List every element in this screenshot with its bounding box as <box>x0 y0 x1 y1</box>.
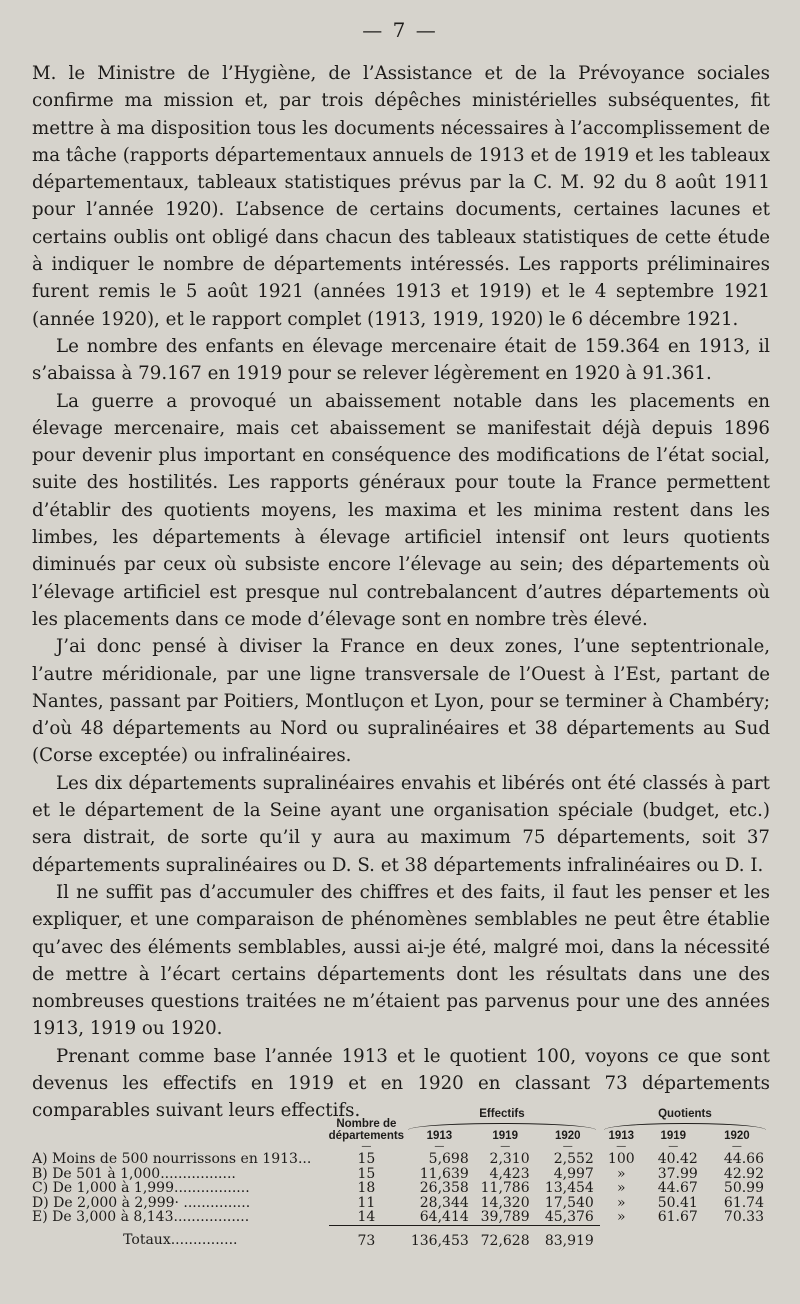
header-year: 1913 <box>608 1130 635 1142</box>
paragraph: Les dix départements supralinéaires envahis et libérés ont été classés à part et le département de la Seine ayant une organisation spéciale (budget, etc.) sera distrait, de sorte qu’il y aura au maximum 75 départements, soit 37 départements supralinéaires ou D. S. et 38 départements infralinéaires ou D. I. <box>32 772 770 876</box>
header-year: 1913 <box>426 1130 453 1142</box>
body-text <box>32 60 770 1125</box>
dash: — <box>616 1141 627 1152</box>
row-quotient: 37.99 <box>657 1165 698 1182</box>
row-quotient: 40.42 <box>657 1151 698 1167</box>
row-label: D) De 2,000 à 2,999· ............... <box>32 1194 251 1211</box>
paragraph: M. le Ministre de l’Hygiène, de l’Assistance et de la Prévoyance sociales confirme ma mission et, par trois dépêches ministérielles subséquentes, fit mettre à ma disposition tous les documents nécessaires à l’accomplissement de ma tâche (rapports départementaux annuels de 1913 et de 1919 et les tableaux départementaux, tableaux statistiques prévus par la C. M. 92 du 8 août 1911 pour l’année 1920). L’absence de certains documents, certaines lacunes et certains oublis ont obligé dans chacun des tableaux statistiques de cette étude à indiquer le nombre de départements intéressés. Les rapports préliminaires furent remis le 5 août 1921 (années 1913 et 1919) et le 4 septembre 1921 (année 1920), et le rapport complet (1913, 1919, 1920) le 6 décembre 1921. <box>32 63 770 330</box>
totals-departements: 73 <box>329 1225 404 1248</box>
row-departements: 18 <box>357 1180 376 1196</box>
effectifs-brace-cell <box>404 1122 600 1130</box>
quotients-brace-cell <box>600 1122 770 1130</box>
page-number: — 7 — <box>362 18 438 42</box>
header-effectifs: Effectifs <box>479 1108 525 1120</box>
row-effectif: 2,310 <box>489 1151 530 1167</box>
totals-effectif: 136,453 <box>404 1225 475 1248</box>
row-effectif: 39,789 <box>480 1209 530 1225</box>
table-row <box>32 1152 770 1167</box>
row-effectif: 2,552 <box>553 1151 594 1167</box>
dash: — <box>500 1141 511 1152</box>
row-quotient: 44.67 <box>657 1180 698 1196</box>
row-quotient: » <box>616 1165 626 1182</box>
header-departements: Nombre de départements <box>328 1118 405 1142</box>
statistics-table-area <box>32 1108 770 1248</box>
row-effectif: 26,358 <box>419 1180 469 1196</box>
totals-spacer <box>704 1225 770 1248</box>
header-quotients: Quotients <box>658 1108 712 1120</box>
row-quotient: 70.33 <box>723 1209 764 1226</box>
row-departements: 11 <box>357 1194 376 1211</box>
row-effectif: 13,454 <box>544 1180 594 1196</box>
table-row <box>32 1210 770 1225</box>
paragraph: Le nombre des enfants en élevage mercenaire était de 159.364 en 1913, il s’abaissa à 79.167 en 1919 pour se relever légèrement en 1920 à 91.361. <box>32 335 770 385</box>
row-quotient: 61.67 <box>657 1209 698 1226</box>
row-effectif: 4,423 <box>489 1165 530 1182</box>
row-departements: 15 <box>357 1165 376 1182</box>
row-label: E) De 3,000 à 8,143................. <box>32 1209 250 1226</box>
dash: — <box>361 1141 372 1152</box>
row-effectif: 64,414 <box>419 1209 469 1225</box>
row-effectif: 17,540 <box>544 1194 594 1211</box>
row-effectif: 4,997 <box>553 1165 594 1182</box>
header-year: 1920 <box>554 1130 581 1142</box>
row-departements: 14 <box>357 1209 376 1225</box>
paragraph: Prenant comme base l’année 1913 et le quotient 100, voyons ce que sont devenus les effectifs en 1919 et en 1920 en classant 73 départements comparables suivant leurs effectifs. <box>32 1045 770 1122</box>
row-quotient: » <box>616 1180 626 1196</box>
paragraph: Il ne suffit pas d’accumuler des chiffres et des faits, il faut les penser et les expliquer, et une comparaison de phénomènes semblables ne peut être établie qu’avec des éléments semblables, aussi ai-je été, malgré moi, dans la nécessité de mettre à l’écart certains départements dont les résultats dans une des nombreuses questions traitées ne m’étaient pas parvenus pour une des années 1913, 1919 ou 1920. <box>32 881 770 1040</box>
row-label: C) De 1,000 à 1,999................. <box>32 1180 250 1196</box>
row-quotient: 100 <box>607 1151 635 1167</box>
header-year: 1919 <box>492 1130 518 1142</box>
row-effectif: 5,698 <box>428 1151 469 1167</box>
row-effectif: 11,786 <box>480 1180 530 1196</box>
row-quotient: 42.92 <box>723 1165 764 1182</box>
row-quotient: 50.99 <box>723 1180 764 1196</box>
totals-effectif: 83,919 <box>536 1225 600 1248</box>
row-quotient: » <box>616 1194 626 1211</box>
row-departements: 15 <box>357 1151 376 1167</box>
totals-effectif: 72,628 <box>475 1225 536 1248</box>
row-effectif: 14,320 <box>480 1194 530 1211</box>
header-year: 1919 <box>660 1130 687 1142</box>
row-label: A) Moins de 500 nourrissons en 1913... <box>32 1151 312 1167</box>
row-quotient: 44.66 <box>723 1151 764 1167</box>
table-row <box>32 1196 770 1211</box>
row-effectif: 45,376 <box>544 1209 594 1225</box>
row-quotient: 50.41 <box>657 1194 698 1211</box>
paragraph: J’ai donc pensé à diviser la France en deux zones, l’une septentrionale, l’autre méridionale, par une ligne transversale de l’Ouest à l’Est, partant de Nantes, passant par Poitiers, Montluçon et Lyon, pour se terminer à Chambéry; d’où 48 départements au Nord ou supralinéaires et 38 départements au Sud (Corse exceptée) ou infralinéaires. <box>32 636 770 767</box>
brace <box>408 1123 596 1130</box>
dash: — <box>731 1141 742 1152</box>
totals-spacer <box>600 1225 643 1248</box>
brace <box>604 1123 766 1130</box>
row-effectif: 11,639 <box>419 1165 469 1182</box>
totals-label: Totaux............... <box>123 1232 238 1249</box>
dash: — <box>434 1141 445 1152</box>
header-year: 1920 <box>724 1130 750 1142</box>
dash: — <box>668 1141 679 1152</box>
totals-spacer <box>643 1225 704 1248</box>
statistics-table <box>32 1108 770 1248</box>
row-quotient: 61.74 <box>723 1194 764 1211</box>
row-quotient: » <box>616 1209 626 1226</box>
paragraph: La guerre a provoqué un abaissement notable dans les placements en élevage mercenaire, mais cet abaissement se manifestait déjà depuis 1896 pour devenir plus important en conséquence des modifications de l’état social, suite des hostilités. Les rapports généraux pour toute la France permettent d’établir des quotients moyens, les maxima et les minima restent dans les limbes, les départements à élevage artificiel intensif ont leurs quotients diminués par ceux où subsiste encore l’élevage au sein; des départements où l’élevage artificiel est presque nul contrebalancent d’autres départements où les placements dans ce mode d’élevage sont en nombre très élevé. <box>32 390 770 630</box>
dash: — <box>562 1141 573 1152</box>
row-label: B) De 501 à 1,000................. <box>32 1165 236 1182</box>
row-effectif: 28,344 <box>419 1194 469 1211</box>
table-row <box>32 1181 770 1196</box>
totals-row <box>32 1225 770 1248</box>
table-row <box>32 1167 770 1182</box>
header-spacer <box>32 1108 329 1142</box>
